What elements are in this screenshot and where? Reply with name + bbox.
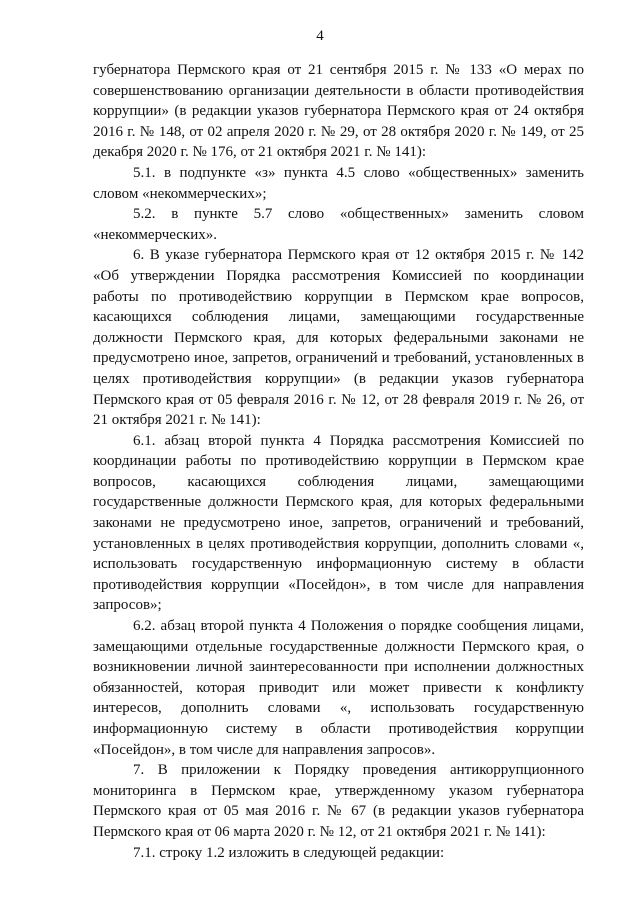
paragraph-intro: губернатора Пермского края от 21 сентября 2015 г. № 133 «О мерах по совершенствованию организации деятельности в области противодействия коррупции» (в редакции указов губернатора Пермского края от 24 октября 2016 г. № 148, от 02 апреля 2020 г. № 29, от 28 октября 2020 г. № 149, от 25 декабря 2020 г. № 176, от 21 октября 2021 г. № 141): [93,62,584,161]
paragraph-7-1: 7.1. строку 1.2 изложить в следующей редакции: [133,844,445,861]
paragraph-5-2: 5.2. в пункте 5.7 слово «общественных» заменить словом «некоммерческих». [93,206,584,243]
paragraph-6: 6. В указе губернатора Пермского края от 12 октября 2015 г. № 142 «Об утверждении Порядка рассмотрения Комиссией по координации работы по противодействию коррупции в Пермском крае вопросов, касающихся соблюдения лицами, замещающими государственные должности Пермского края, для которых федеральными законами не предусмотрено иное, запретов, ограничений и требований, установленных в целях противодействия коррупции» (в редакции указов губернатора Пермского края от 05 февраля 2016 г. № 12, от 28 февраля 2019 г. № 26, от 21 октября 2021 г. № 141): [93,247,584,429]
document-body [93,60,584,863]
paragraph-6-1: 6.1. абзац второй пункта 4 Порядка рассмотрения Комиссией по координации работы по противодействию коррупции в Пермском крае вопросов, касающихся соблюдения лицами, замещающими государственные должности Пермского края, для которых федеральными законами не предусмотрено иное, запретов, ограничений и требований, установленных в целях противодействия коррупции, дополнить словами «, использовать государственную информационную систему в области противодействия коррупции «Посейдон», в том числе для направления запросов»; [93,432,584,614]
paragraph-7: 7. В приложении к Порядку проведения антикоррупционного мониторинга в Пермском крае, утвержденному указом губернатора Пермского края от 05 мая 2016 г. № 67 (в редакции указов губернатора Пермского края от 06 марта 2020 г. № 12, от 21 октября 2021 г. № 141): [93,762,584,840]
paragraph-6-2: 6.2. абзац второй пункта 4 Положения о порядке сообщения лицами, замещающими отдельные государственные должности Пермского края, о возникновении личной заинтересованности при исполнении должностных обязанностей, которая приводит или может привести к конфликту интересов, дополнить словами «, использовать государственную информационную систему в области противодействия коррупции «Посейдон», в том числе для направления запросов». [93,618,584,758]
paragraph-5-1: 5.1. в подпункте «з» пункта 4.5 слово «общественных» заменить словом «некоммерческих»; [93,164,584,202]
page-number: 4 [316,28,324,44]
